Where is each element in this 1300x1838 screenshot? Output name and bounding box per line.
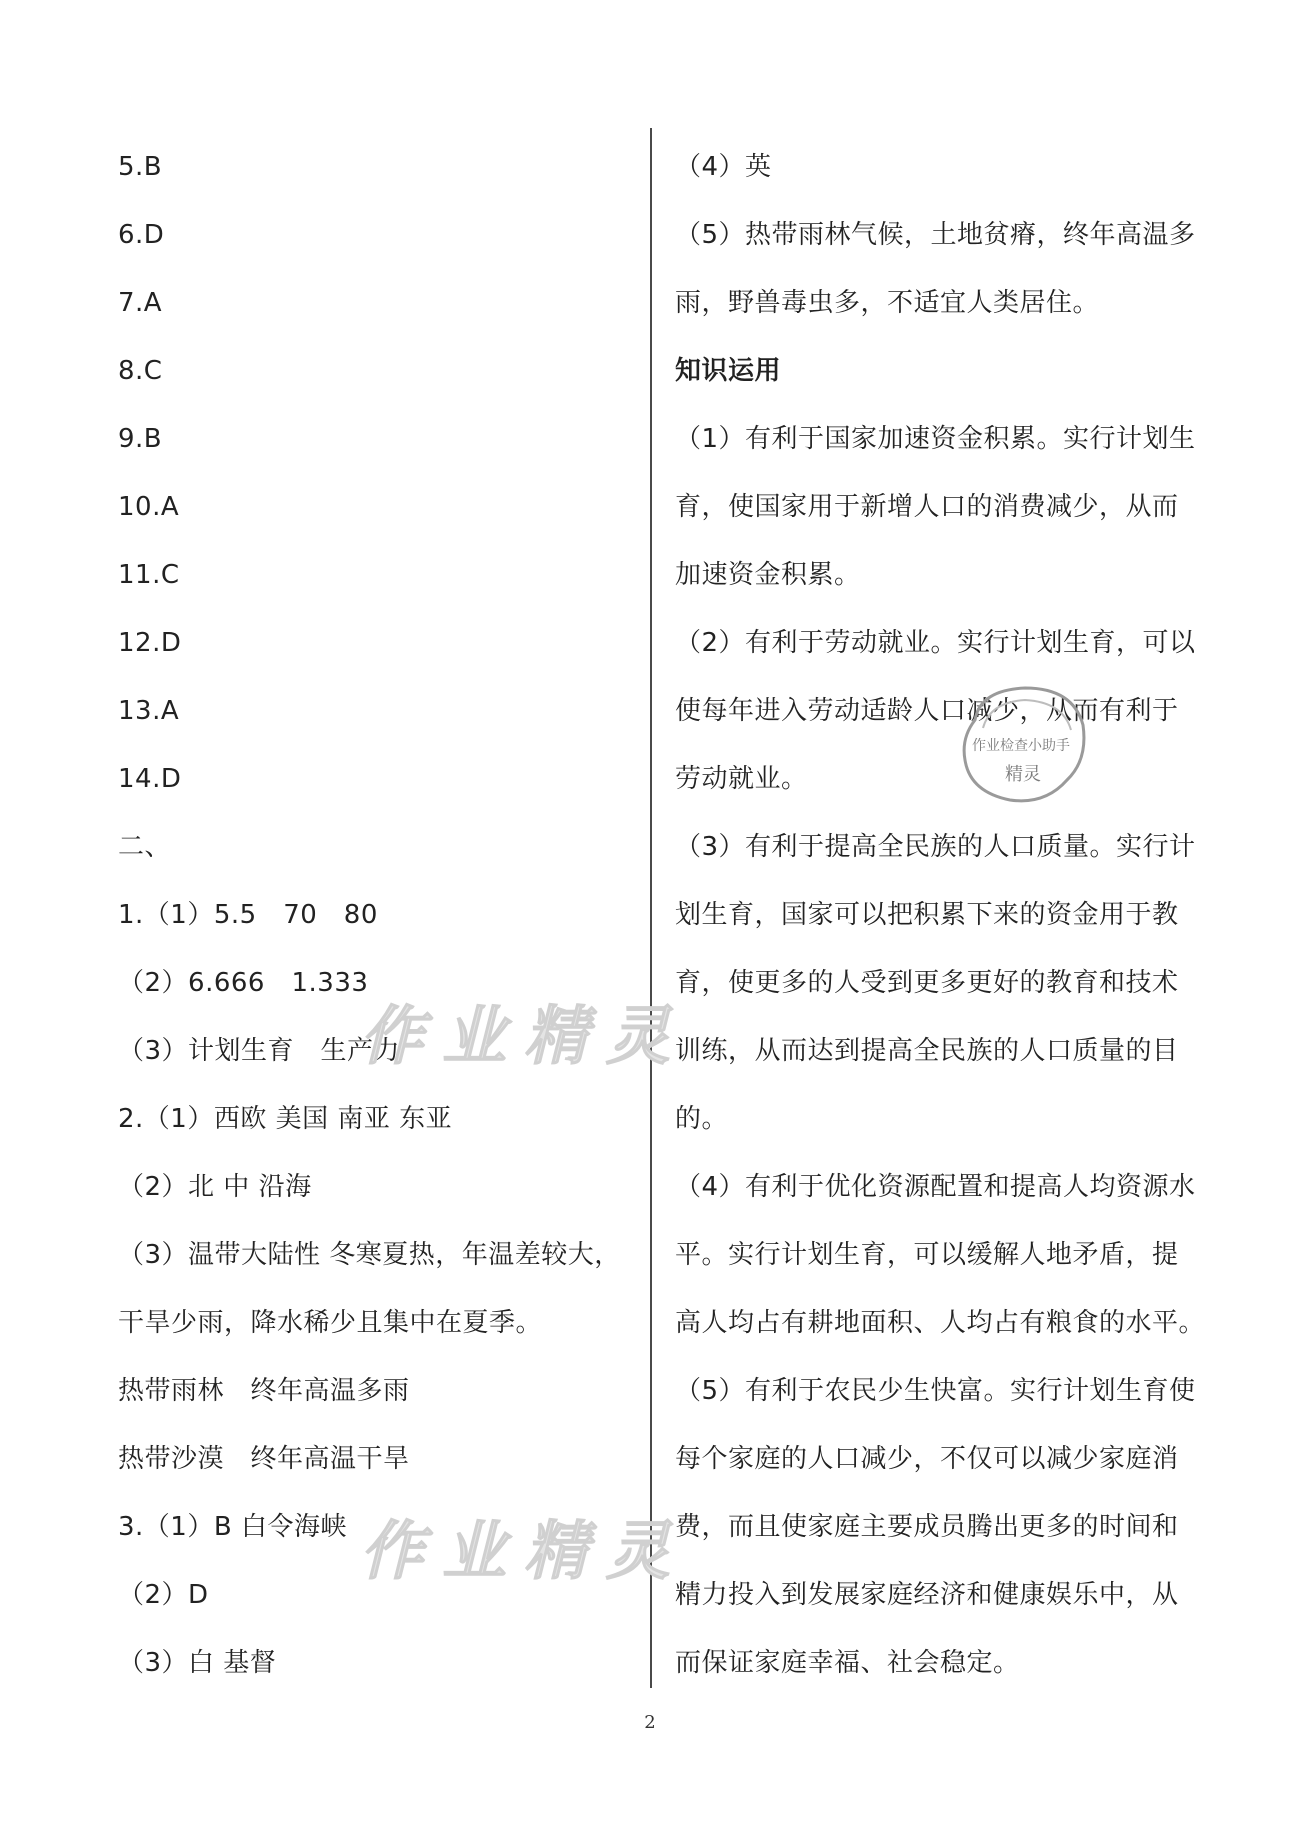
answer-line: 费，而且使家庭主要成员腾出更多的时间和: [675, 1512, 1179, 1542]
answer-line: （2）D: [118, 1580, 209, 1610]
answer-line: 3.（1）B 白令海峡: [118, 1512, 347, 1542]
section-heading: 二、: [118, 832, 172, 862]
answer-line: 14.D: [118, 764, 182, 794]
watermark: 作业精灵: [360, 999, 688, 1074]
answer-line: （3）温带大陆性 冬寒夏热，年温差较大，: [118, 1240, 621, 1270]
answer-line: 11.C: [118, 560, 180, 590]
section-heading: 知识运用: [675, 356, 782, 386]
answer-line: （2）有利于劳动就业。实行计划生育，可以: [675, 628, 1196, 658]
answer-line: 育，使更多的人受到更多更好的教育和技术: [675, 968, 1179, 998]
answer-line: 5.B: [118, 152, 163, 182]
answer-line: （3）白 基督: [118, 1648, 277, 1678]
stamp-logo: [955, 680, 1090, 810]
answer-line: （2）6.666 1.333: [118, 968, 369, 998]
answer-line: 雨，野兽毒虫多，不适宜人类居住。: [675, 288, 1100, 318]
answer-line: （3）计划生育 生产力: [118, 1036, 401, 1066]
answer-line: 9.B: [118, 424, 163, 454]
answer-line: （5）热带雨林气候，土地贫瘠，终年高温多: [675, 220, 1196, 250]
answer-line: （1）有利于国家加速资金积累。实行计划生: [675, 424, 1196, 454]
answer-line: 划生育，国家可以把积累下来的资金用于教: [675, 900, 1179, 930]
answer-line: 平。实行计划生育，可以缓解人地矛盾，提: [675, 1240, 1179, 1270]
answer-line: 2.（1）西欧 美国 南亚 东亚: [118, 1104, 453, 1134]
watermark: 作业精灵: [360, 1514, 688, 1589]
answer-line: 育，使国家用于新增人口的消费减少，从而: [675, 492, 1179, 522]
answer-line: 使每年进入劳动适龄人口减少，从而有利于: [675, 696, 1179, 726]
answer-line: 10.A: [118, 492, 180, 522]
answer-line: 6.D: [118, 220, 165, 250]
answer-line: 8.C: [118, 356, 163, 386]
answer-line: （4）英: [675, 152, 772, 182]
stamp-top-text: 作业检查小助手: [972, 738, 1070, 754]
column-divider: [650, 128, 652, 1688]
answer-line: （3）有利于提高全民族的人口质量。实行计: [675, 832, 1196, 862]
answer-line: 热带沙漠 终年高温干旱: [118, 1444, 410, 1474]
answer-line: （4）有利于优化资源配置和提高人均资源水: [675, 1172, 1196, 1202]
answer-line: 干旱少雨，降水稀少且集中在夏季。: [118, 1308, 543, 1338]
answer-line: 劳动就业。: [675, 764, 808, 794]
answer-line: （5）有利于农民少生快富。实行计划生育使: [675, 1376, 1196, 1406]
answer-line: （2）北 中 沿海: [118, 1172, 312, 1202]
answer-line: 13.A: [118, 696, 180, 726]
page-number: 2: [644, 1712, 656, 1733]
answer-line: 而保证家庭幸福、社会稳定。: [675, 1648, 1020, 1678]
answer-line: 每个家庭的人口减少，不仅可以减少家庭消: [675, 1444, 1179, 1474]
answer-line: 的。: [675, 1104, 729, 1134]
answer-line: 12.D: [118, 628, 182, 658]
answer-line: 训练，从而达到提高全民族的人口质量的目: [675, 1036, 1179, 1066]
answer-line: 热带雨林 终年高温多雨: [118, 1376, 410, 1406]
stamp-bottom-text: 精灵: [1005, 764, 1041, 785]
answer-line: 7.A: [118, 288, 163, 318]
answer-line: 高人均占有耕地面积、人均占有粮食的水平。: [675, 1308, 1206, 1338]
answer-line: 加速资金积累。: [675, 560, 861, 590]
answer-line: 1.（1）5.5 70 80: [118, 900, 378, 930]
answer-line: 精力投入到发展家庭经济和健康娱乐中，从: [675, 1580, 1179, 1610]
